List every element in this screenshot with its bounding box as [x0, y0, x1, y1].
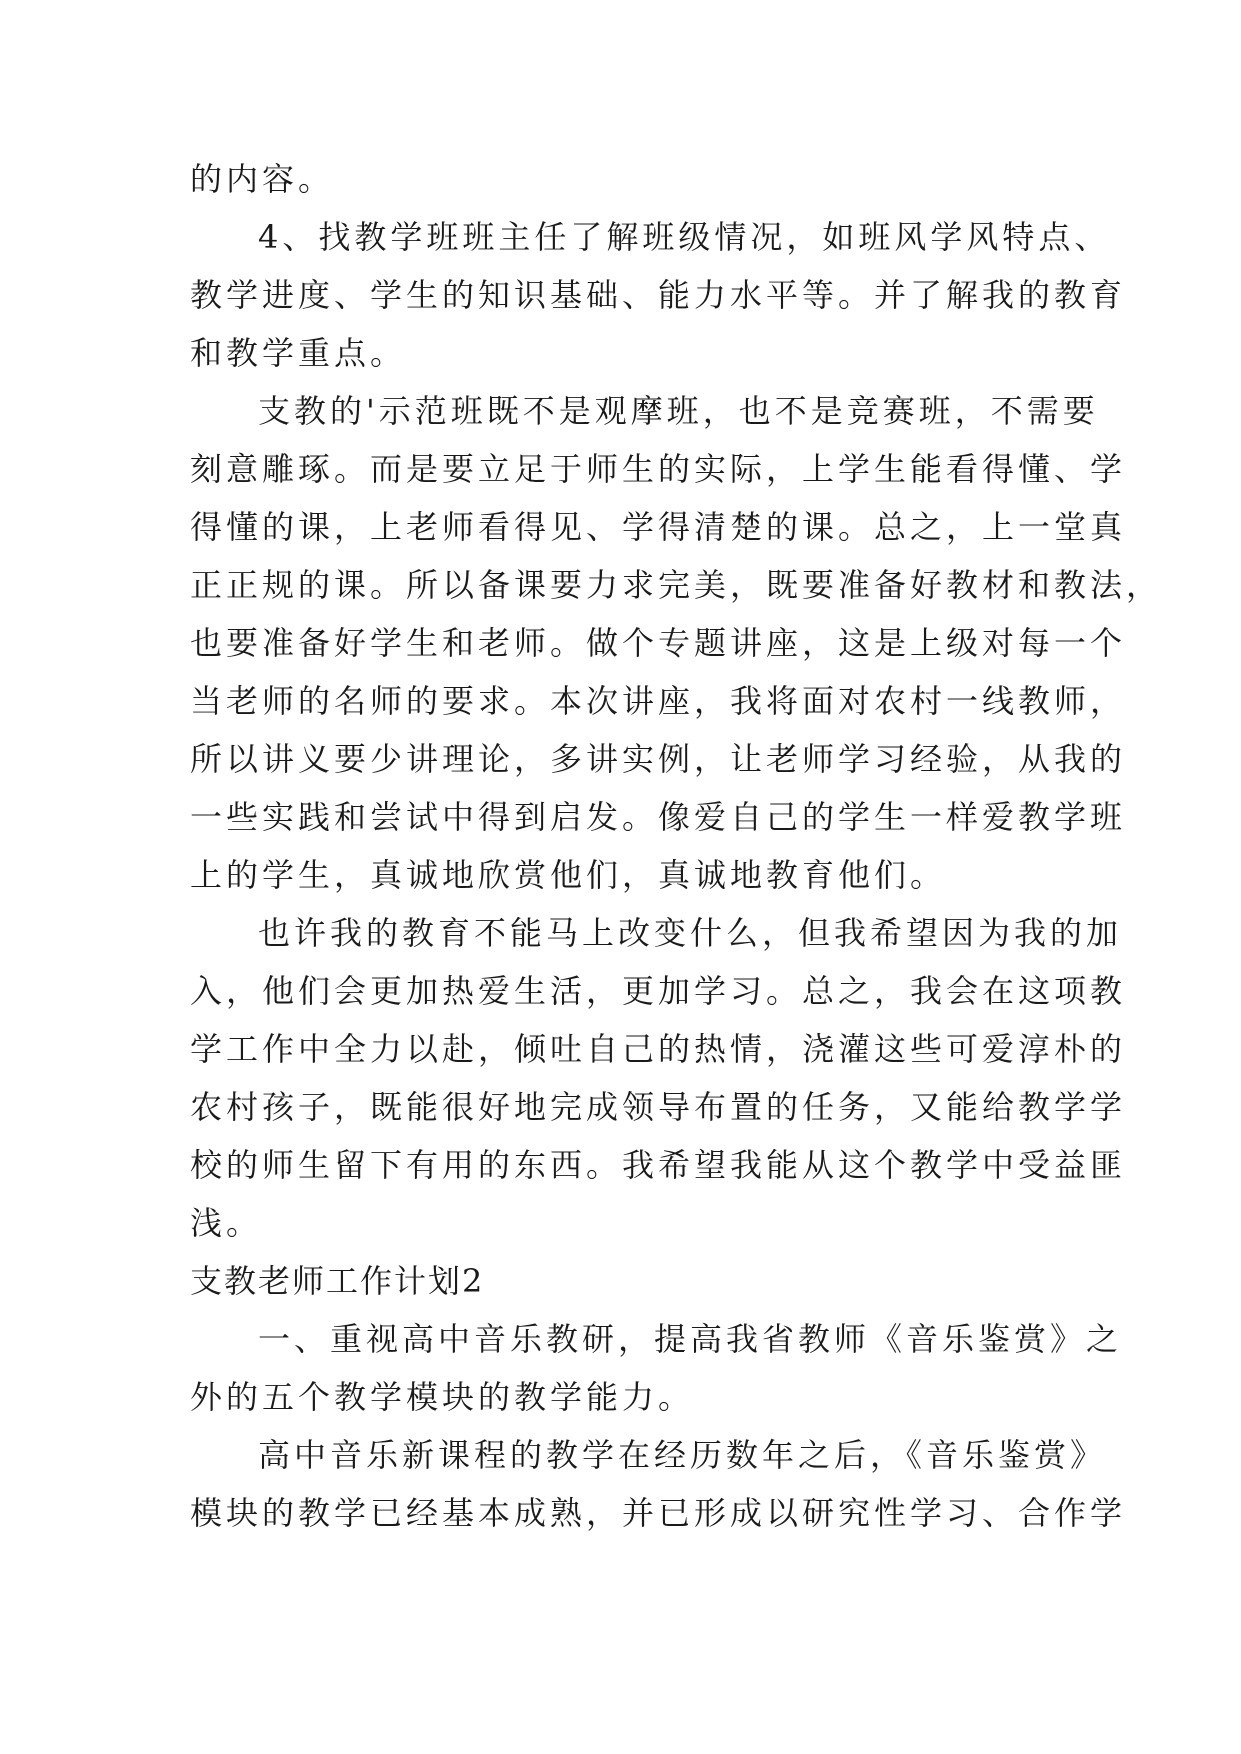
text-line: 支教的'示范班既不是观摩班，也不是竞赛班，不需要: [258, 392, 1099, 430]
text-line: 校的师生留下有用的东西。我希望我能从这个教学中受益匪: [190, 1146, 1127, 1184]
text-line: 一些实践和尝试中得到启发。像爱自己的学生一样爱教学班: [190, 798, 1127, 836]
section-heading: [190, 1252, 1060, 1310]
paragraph: [190, 904, 1127, 1252]
text-line: 得懂的课，上老师看得见、学得清楚的课。总之，上一堂真: [190, 508, 1127, 546]
text-line: 刻意雕琢。而是要立足于师生的实际，上学生能看得懂、学: [190, 450, 1127, 488]
paragraph: [190, 382, 1163, 904]
text-line: 外的五个教学模块的教学能力。: [190, 1378, 695, 1416]
paragraph: [190, 1310, 1123, 1426]
text-line: 教学进度、学生的知识基础、能力水平等。并了解我的教育: [190, 276, 1127, 314]
text-line: 也许我的教育不能马上改变什么，但我希望因为我的加: [258, 914, 1123, 952]
text-line: 一、重视高中音乐教研，提高我省教师《音乐鉴赏》之: [258, 1320, 1123, 1358]
text-line: 农村孩子，既能很好地完成领导布置的任务，又能给教学学: [190, 1088, 1127, 1126]
paragraph: [190, 1426, 1127, 1542]
text-line: 的内容。: [190, 160, 335, 198]
text-line: 高中音乐新课程的教学在经历数年之后，《音乐鉴赏》: [258, 1436, 1107, 1474]
paragraph: [190, 208, 1127, 382]
text-line: 4、找教学班班主任了解班级情况，如班风学风特点、: [258, 218, 1111, 256]
text-line: 和教学重点。: [190, 334, 407, 372]
paragraph-continuation: [190, 150, 1060, 208]
text-line: 浅。: [190, 1204, 263, 1242]
text-line: 模块的教学已经基本成熟，并已形成以研究性学习、合作学: [190, 1494, 1127, 1532]
text-line: 也要准备好学生和老师。做个专题讲座，这是上级对每一个: [190, 624, 1127, 662]
text-line: 入，他们会更加热爱生活，更加学习。总之，我会在这项教: [190, 972, 1127, 1010]
section-title: 支教老师工作计划2: [190, 1262, 485, 1300]
text-line: 学工作中全力以赴，倾吐自己的热情，浇灌这些可爱淳朴的: [190, 1030, 1127, 1068]
document-body: [190, 150, 1163, 1542]
text-line: 上的学生，真诚地欣赏他们，真诚地教育他们。: [190, 856, 947, 894]
text-line: 所以讲义要少讲理论，多讲实例，让老师学习经验，从我的: [190, 740, 1127, 778]
text-line: 正正规的课。所以备课要力求完美，既要准备好教材和教法，: [190, 566, 1163, 604]
text-line: 当老师的名师的要求。本次讲座，我将面对农村一线教师，: [190, 682, 1127, 720]
